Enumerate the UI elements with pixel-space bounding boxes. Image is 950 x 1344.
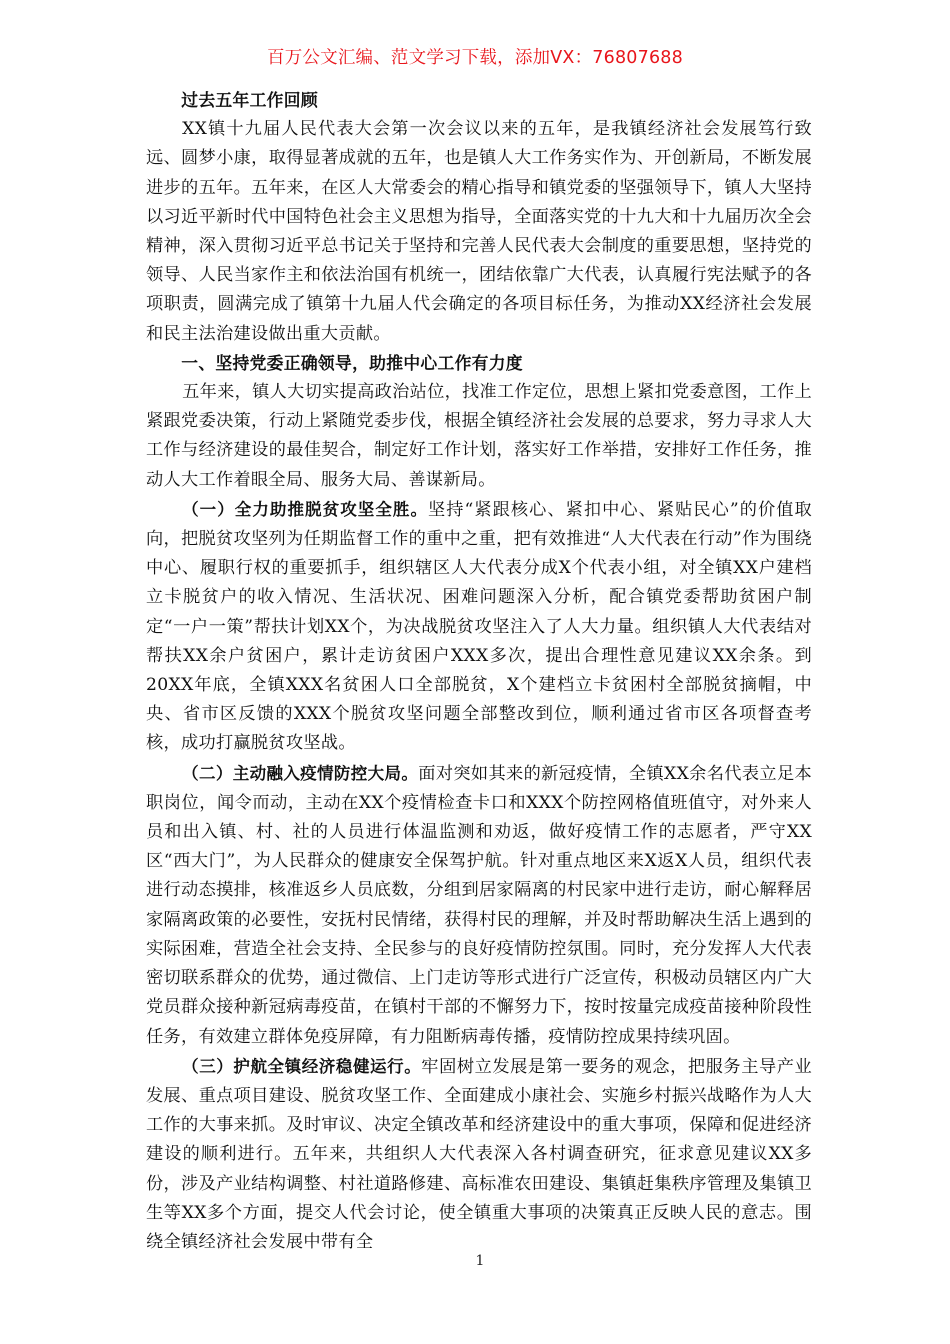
item-lead: （一）全力助推脱贫攻坚全胜。 xyxy=(182,499,429,519)
page-number: 1 xyxy=(475,1253,485,1269)
item-lead: （二）主动融入疫情防控大局。 xyxy=(182,763,419,783)
item-paragraph xyxy=(146,495,812,759)
item-text: 面对突如其来的新冠疫情，全镇XX余名代表立足本职岗位，闻令而动，主动在XX个疫情检查卡口和XXX个防控网格值班值守，对外来人员和出入镇、村、社的人员进行体温监测和劝返，做好疫情工作的志愿者，严守XX区“西大门”，为人民群众的健康安全保驾护航。针对重点地区来X返X人员，组织代表进行动态摸排，核准返乡人员底数，分组到居家隔离的村民家中进行走访，耐心解释居家隔离政策的必要性，安抚村民情绪，获得村民的理解，并及时帮助解决生活上遇到的实际困难，营造全社会支持、全民参与的良好疫情防控氛围。同时，充分发挥人大代表密切联系群众的优势，通过微信、上门走访等形式进行广泛宣传，积极动员辖区内广大党员群众接种新冠病毒疫苗，在镇村干部的不懈努力下，按时按量完成疫苗接种阶段性任务，有效建立群体免疫屏障，有力阻断病毒传播，疫情防控成果持续巩固。 xyxy=(146,763,813,1047)
intro-paragraph: XX镇十九届人民代表大会第一次会议以来的五年，是我镇经济社会发展笃行致远、圆梦小康，取得显著成就的五年，也是镇人大工作务实作为、开创新局，不断发展进步的五年。五年来，在区人大常委会的精心指导和镇党委的坚强领导下，镇人大坚持以习近平新时代中国特色社会主义思想为指导，全面落实党的十九大和十九届历次全会精神，深入贯彻习近平总书记关于坚持和完善人民代表大会制度的重要思想，坚持党的领导、人民当家作主和依法治国有机统一，团结依靠广大代表，认真履行宪法赋予的各项职责，圆满完成了镇第十九届人代会确定的各项目标任务，为推动XX经济社会发展和民主法治建设做出重大贡献。 xyxy=(146,119,812,344)
document-body xyxy=(146,86,812,1257)
item-lead: （三）护航全镇经济稳健运行。 xyxy=(182,1056,422,1076)
item-paragraph xyxy=(146,759,812,1052)
item-text: 坚持“紧跟核心、紧扣中心、紧贴民心”的价值取向，把脱贫攻坚列为任期监督工作的重中之重，把有效推进“人大代表在行动”作为围绕中心、履职行权的重要抓手，组织辖区人大代表分成X个代表小组，对全镇XX户建档立卡脱贫户的收入情况、生活状况、困难问题深入分析，配合镇党委帮助贫困户制定“一户一策”帮扶计划XX个，为决战脱贫攻坚注入了人大力量。组织镇人大代表结对帮扶XX余户贫困户，累计走访贫困户XXX多次，提出合理性意见建议XX余条。到20XX年底，全镇XXX名贫困人口全部脱贫，X个建档立卡贫困村全部脱贫摘帽，中央、省市区反馈的XXX个脱贫攻坚问题全部整改到位，顺利通过省市区各项督查考核，成功打赢脱贫攻坚战。 xyxy=(146,499,812,754)
document-heading: 过去五年工作回顾 xyxy=(181,90,318,110)
section-intro-paragraph: 五年来，镇人大切实提高政治站位，找准工作定位，思想上紧扣党委意图，工作上紧跟党委决策，行动上紧随党委步伐，根据全镇经济社会发展的总要求，努力寻求人大工作与经济建设的最佳契合，制定好工作计划，落实好工作举措，安排好工作任务，推动人大工作着眼全局、服务大局、善谋新局。 xyxy=(146,382,812,490)
item-paragraph xyxy=(146,1052,812,1257)
watermark-banner: 百万公文汇编、范文学习下载，添加VX：76807688 xyxy=(267,48,683,68)
item-text: 牢固树立发展是第一要务的观念，把服务主导产业发展、重点项目建设、脱贫攻坚工作、全面建成小康社会、实施乡村振兴战略作为人大工作的大事来抓。及时审议、决定全镇改革和经济建设中的重大事项，保障和促进经济建设的顺利进行。五年来，共组织人大代表深入各村调查研究，征求意见建议XX多份，涉及产业结构调整、村社道路修建、高标准农田建设、集镇赶集秩序管理及集镇卫生等XX多个方面，提交人代会讨论，使全镇重大事项的决策真正反映人民的意志。围绕全镇经济社会发展中带有全 xyxy=(146,1056,812,1252)
section-title: 一、坚持党委正确领导，助推中心工作有力度 xyxy=(181,352,523,373)
